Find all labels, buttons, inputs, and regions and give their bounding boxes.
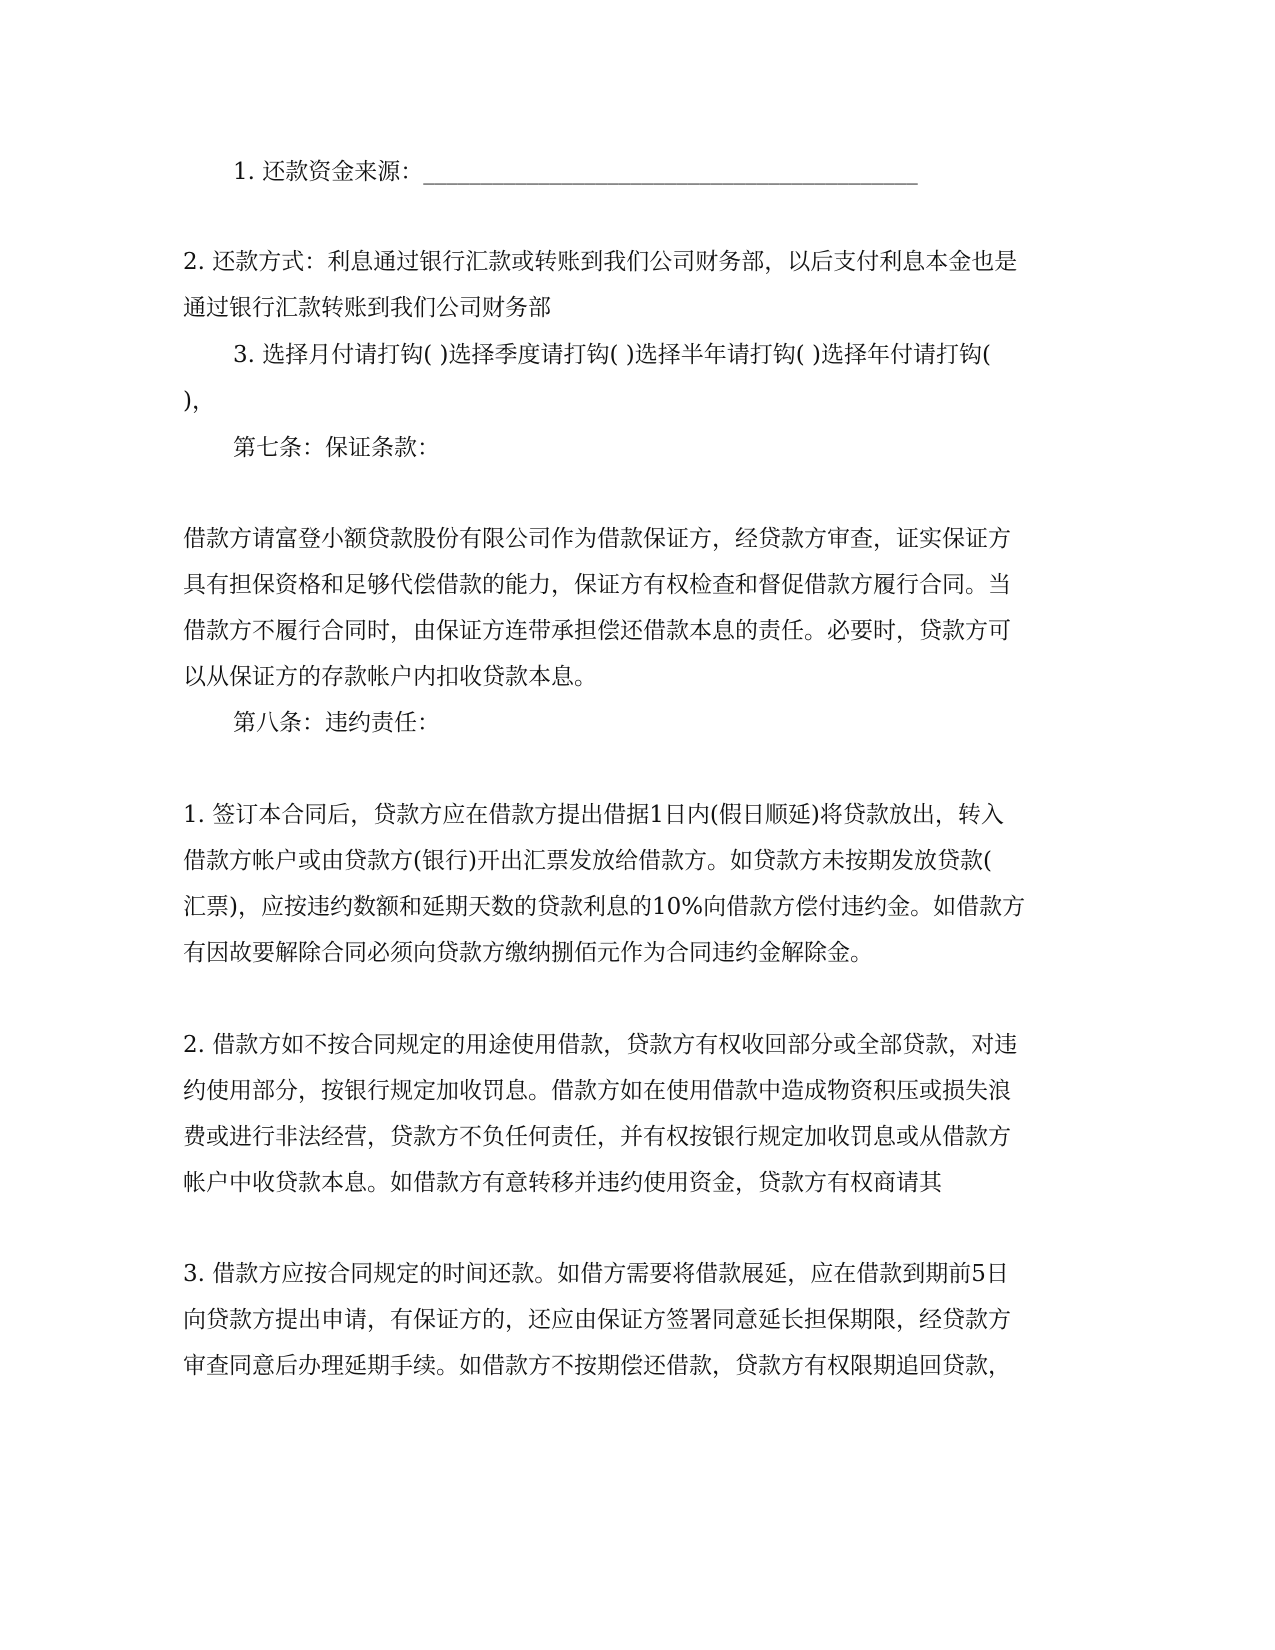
- guarantee-paragraph-line-1: 借款方请富登小额贷款股份有限公司作为借款保证方，经贷款方审查，证实保证方: [183, 526, 1011, 552]
- payment-frequency-line-1: 3. 选择月付请打钩( )选择季度请打钩( )选择半年请打钩( )选择年付请打钩(: [233, 342, 992, 368]
- liability-item-2-line-4: 帐户中收贷款本息。如借款方有意转移并违约使用资金，贷款方有权商请其: [183, 1170, 942, 1196]
- liability-item-1-line-3: 汇票)，应按违约数额和延期天数的贷款利息的10%向借款方偿付违约金。如借款方: [183, 894, 1026, 920]
- liability-item-1-line-1: 1. 签订本合同后，贷款方应在借款方提出借据1日内(假日顺延)将贷款放出，转入: [183, 802, 1004, 828]
- liability-item-1-line-2: 借款方帐户或由贷款方(银行)开出汇票发放给借款方。如贷款方未按期发放贷款(: [183, 848, 992, 874]
- liability-item-3-line-2: 向贷款方提出申请，有保证方的，还应由保证方签署同意延长担保期限，经贷款方: [183, 1307, 1011, 1333]
- liability-item-2-line-2: 约使用部分，按银行规定加收罚息。借款方如在使用借款中造成物资积压或损失浪: [183, 1078, 1011, 1104]
- section-eight-heading: 第八条：违约责任：: [233, 710, 440, 736]
- liability-item-1-line-4: 有因故要解除合同必须向贷款方缴纳捌佰元作为合同违约金解除金。: [183, 940, 873, 966]
- repayment-method-line-2: 通过银行汇款转账到我们公司财务部: [183, 295, 551, 321]
- liability-item-3-line-1: 3. 借款方应按合同规定的时间还款。如借方需要将借款展延，应在借款到期前5日: [183, 1261, 1009, 1287]
- guarantee-paragraph-line-2: 具有担保资格和足够代偿借款的能力，保证方有权检查和督促借款方履行合同。当: [183, 572, 1011, 598]
- guarantee-paragraph-line-3: 借款方不履行合同时，由保证方连带承担偿还借款本息的责任。必要时，贷款方可: [183, 618, 1011, 644]
- liability-item-3-line-3: 审查同意后办理延期手续。如借款方不按期偿还借款，贷款方有权限期追回贷款，: [183, 1353, 1011, 1379]
- payment-frequency-line-2: )，: [183, 388, 215, 414]
- liability-item-2-line-3: 费或进行非法经营，贷款方不负任何责任，并有权按银行规定加收罚息或从借款方: [183, 1124, 1011, 1150]
- guarantee-paragraph-line-4: 以从保证方的存款帐户内扣收贷款本息。: [183, 664, 597, 690]
- repayment-source-line: 1. 还款资金来源：___________________________________________: [233, 159, 918, 185]
- section-seven-heading: 第七条：保证条款：: [233, 435, 440, 461]
- liability-item-2-line-1: 2. 借款方如不按合同规定的用途使用借款，贷款方有权收回部分或全部贷款，对违: [183, 1032, 1018, 1058]
- repayment-method-line-1: 2. 还款方式：利息通过银行汇款或转账到我们公司财务部，以后支付利息本金也是: [183, 249, 1018, 275]
